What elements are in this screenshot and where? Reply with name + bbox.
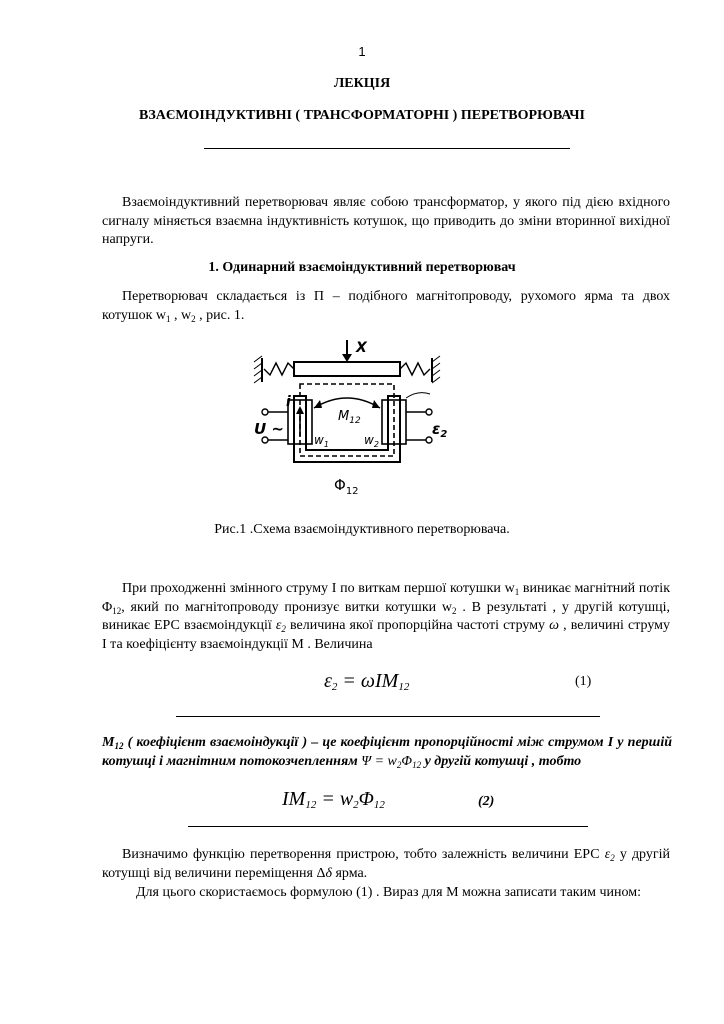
definition-paragraph [102,734,672,771]
yoke [294,362,400,376]
equation-2: $IM_{12} = w_2\Phi_{12}$ [282,788,385,811]
section-paragraph [102,288,670,325]
w2-label: $w_2$ [364,433,379,449]
intro-text: Взаємоіндуктивний перетворювач являє собою трансформатор, у якого під дією вхідного сигналу міняється взаємна індуктивність котушок, що приводить до зміни вторинної вихідної напруги. [102,195,670,248]
current-label: i [286,394,291,410]
equation-2-divider [188,826,588,827]
source-label: U ~ [254,420,284,438]
paragraph-formula-intro-text: Для цього скористаємось формулою (1) . Вираз для М можна записати таким чином: [136,885,641,900]
w1-label: $w_1$ [314,433,329,449]
mutual-inductance-label: $M_{12}$ [338,409,361,426]
equation-2-number: (2) [478,794,495,809]
equation-1-divider [176,716,600,717]
intro-paragraph [102,194,670,250]
transformer-diagram [250,336,460,502]
section-heading: 1. Одинарний взаємоіндуктивний перетворювач [208,260,516,275]
left-spring-icon [264,363,294,375]
paragraph-function [102,846,670,883]
equation-1: $\varepsilon_2 = \omega IM_{12}$ [324,670,410,693]
lecture-title: ЛЕКЦІЯ [333,76,391,91]
flux-label: $\Phi_{12}$ [334,476,359,497]
paragraph-current-text: При проходженні змінного струму I по виткам першої котушки $w_1$ виникає магнітний потік $\Phi_{12}$, який по магнітопроводу пронизує витки котушки $w_2$ . В результаті , у другій котушці, виникає ЕРС взаємоіндукції $\varepsilon_2$ величина якої пропорційна частоті струму ω , величині струму I та коефіцієнту взаємоіндукції M . Величина [102,581,671,652]
equation-1-number: (1) [575,674,592,689]
lecture-subtitle: ВЗАЄМОІНДУКТИВНІ ( ТРАНСФОРМАТОРНІ ) ПЕРЕТВОРЮВАЧІ [139,108,585,123]
emf-label: $\varepsilon_2$ [432,420,448,440]
paragraph-function-text: Визначимо функцію перетворення пристрою, тобто залежність величини ЕРС $\varepsilon_2$ у другій котушці від величини переміщення Δδ ярма. [102,847,670,881]
right-spring-icon [400,363,430,375]
magnetic-core [294,396,400,462]
definition-text: $M_{12}$ ( коефіцієнт взаємоіндукції ) – це коефіцієнт пропорційності між струмом I у першій котушці і магнітним потокозчепленням $\Psi = w_2\Phi_{12}$ у другій котушці , тобто [102,735,672,770]
paragraph-current [102,580,670,654]
section-text: Перетворювач складається із П – подібного магнітопроводу, рухомого ярма та двох котушок $w_1$ , $w_2$ , рис. 1. [102,289,670,324]
page-number: 1 [358,44,366,59]
displacement-label: X [356,340,367,356]
figure-caption: Рис.1 .Схема взаємоіндуктивного перетворювача. [214,522,510,537]
paragraph-formula-intro [102,884,670,903]
title-divider [204,148,570,149]
